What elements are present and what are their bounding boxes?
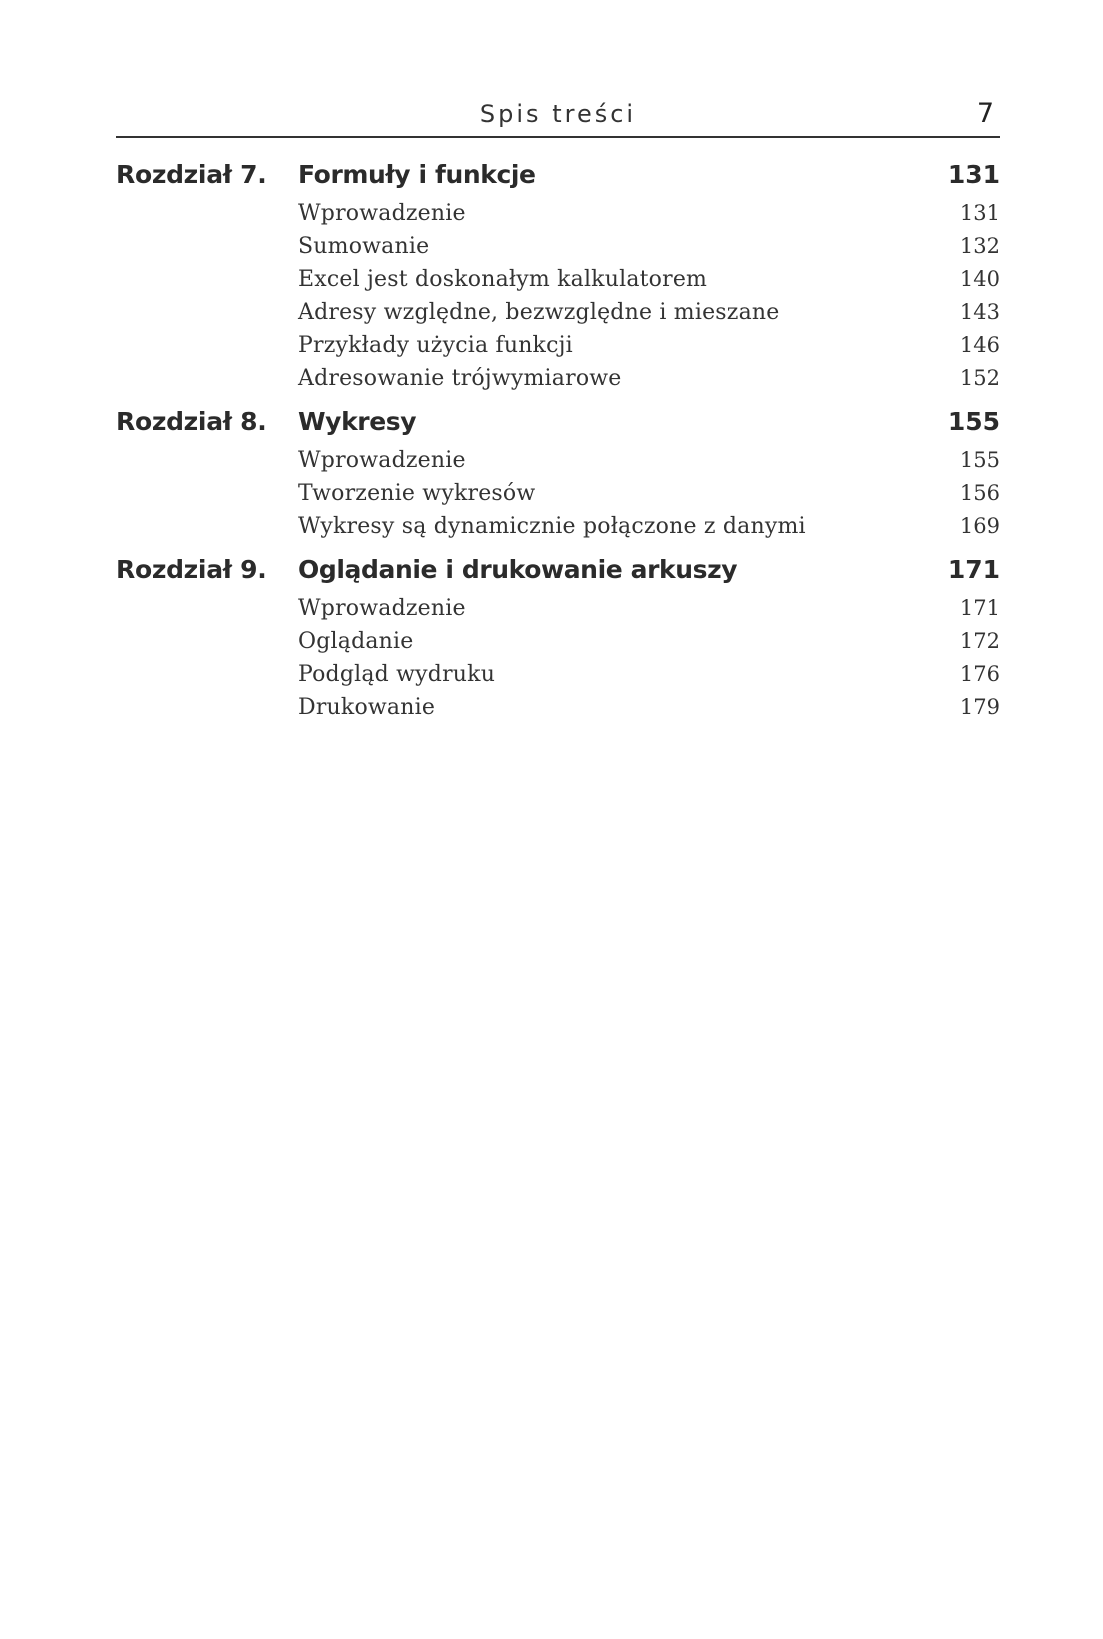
running-title: Spis treści xyxy=(479,100,637,128)
section-title: Przykłady użycia funkcji xyxy=(298,333,573,358)
section-title: Tworzenie wykresów xyxy=(298,481,536,506)
chapter-heading xyxy=(116,160,1000,201)
section-entry xyxy=(116,333,1000,366)
chapter-page: 131 xyxy=(947,160,1000,189)
section-page: 132 xyxy=(959,234,1000,258)
section-entry xyxy=(116,481,1000,514)
section-entry xyxy=(116,201,1000,234)
chapter-label: Rozdział 8. xyxy=(116,407,267,436)
section-entry xyxy=(116,596,1000,629)
section-title: Oglądanie xyxy=(298,629,414,654)
chapter-page: 171 xyxy=(947,555,1000,584)
page-number: 7 xyxy=(976,98,994,129)
section-page: 169 xyxy=(959,514,1000,538)
section-page: 143 xyxy=(959,300,1000,324)
section-entry xyxy=(116,695,1000,728)
chapter-heading xyxy=(116,555,1000,596)
chapter-title: Wykresy xyxy=(298,407,417,436)
section-entry xyxy=(116,267,1000,300)
section-title: Wprowadzenie xyxy=(298,596,466,621)
section-page: 140 xyxy=(959,267,1000,291)
chapter-page: 155 xyxy=(947,407,1000,436)
section-title: Wprowadzenie xyxy=(298,448,466,473)
chapter-title: Oglądanie i drukowanie arkuszy xyxy=(298,555,738,584)
chapter-8 xyxy=(116,407,1000,547)
section-title: Sumowanie xyxy=(298,234,430,259)
chapter-7 xyxy=(116,160,1000,399)
section-entry xyxy=(116,514,1000,547)
section-entry xyxy=(116,629,1000,662)
section-page: 176 xyxy=(959,662,1000,686)
section-title: Adresowanie trójwymiarowe xyxy=(298,366,622,391)
section-page: 171 xyxy=(959,596,1000,620)
chapter-label: Rozdział 9. xyxy=(116,555,267,584)
running-header xyxy=(116,96,1000,138)
section-entry xyxy=(116,366,1000,399)
section-title: Adresy względne, bezwzględne i mieszane xyxy=(298,300,780,325)
section-entry xyxy=(116,234,1000,267)
chapter-heading xyxy=(116,407,1000,448)
chapter-label: Rozdział 7. xyxy=(116,160,267,189)
section-entry xyxy=(116,662,1000,695)
section-page: 152 xyxy=(959,366,1000,390)
section-page: 172 xyxy=(959,629,1000,653)
section-title: Excel jest doskonałym kalkulatorem xyxy=(298,267,708,292)
section-title: Wykresy są dynamicznie połączone z danymi xyxy=(298,514,806,539)
chapter-9 xyxy=(116,555,1000,728)
section-page: 146 xyxy=(959,333,1000,357)
section-title: Drukowanie xyxy=(298,695,436,720)
chapter-title: Formuły i funkcje xyxy=(298,160,536,189)
section-title: Wprowadzenie xyxy=(298,201,466,226)
document-page xyxy=(116,96,1000,736)
section-entry xyxy=(116,300,1000,333)
section-entry xyxy=(116,448,1000,481)
section-page: 131 xyxy=(959,201,1000,225)
section-page: 179 xyxy=(959,695,1000,719)
section-title: Podgląd wydruku xyxy=(298,662,496,687)
section-page: 156 xyxy=(959,481,1000,505)
table-of-contents xyxy=(116,160,1000,728)
section-page: 155 xyxy=(959,448,1000,472)
